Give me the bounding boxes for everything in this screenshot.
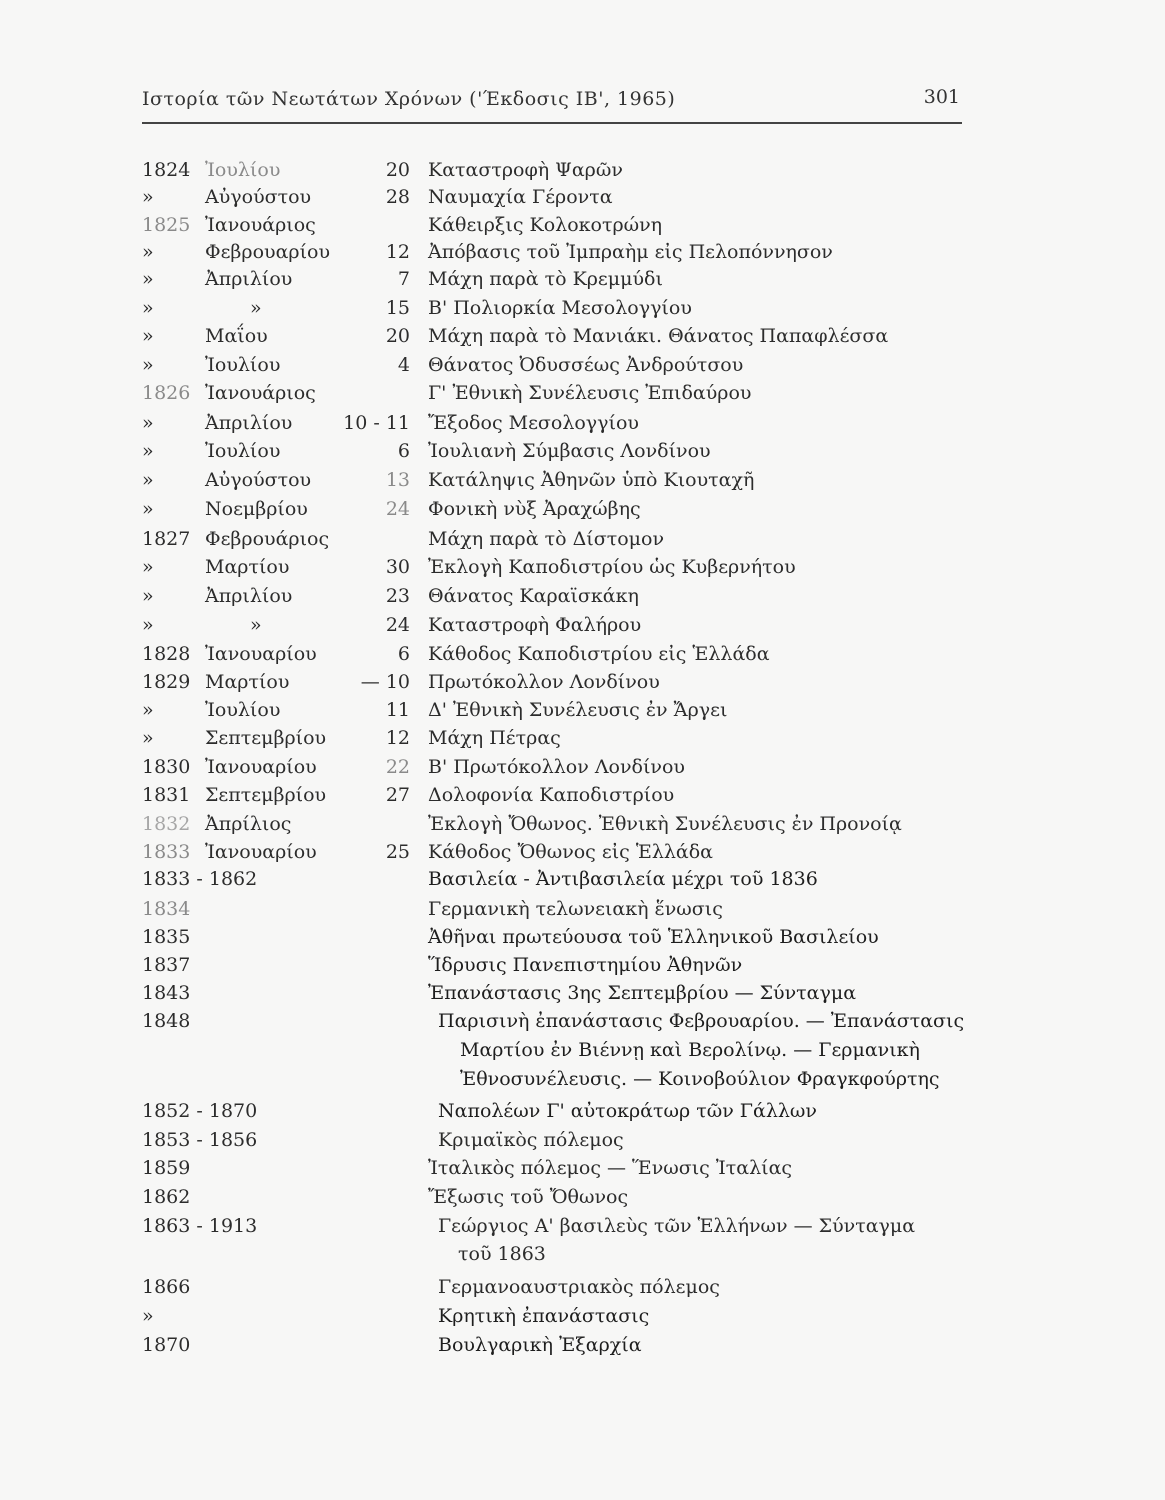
- year-cell: »: [142, 614, 154, 636]
- table-row: [0, 641, 1165, 671]
- event-cell: Ἀπόβασις τοῦ Ἰμπραὴμ εἰς Πελοπόννησον: [428, 241, 833, 263]
- event-cell: Β' Πολιορκία Μεσολογγίου: [428, 297, 692, 319]
- event-cell: Ναυμαχία Γέροντα: [428, 186, 613, 208]
- month-cell: Μαρτίου: [205, 671, 290, 693]
- table-row: [0, 896, 1165, 926]
- month-cell: Ἀπρίλιος: [205, 813, 292, 835]
- event-cell: Κάθειρξις Κολοκοτρώνη: [428, 214, 663, 236]
- day-cell: 27: [385, 784, 410, 806]
- year-cell: 1863 - 1913: [142, 1215, 258, 1237]
- table-row: [0, 612, 1165, 642]
- month-cell: Ἀπριλίου: [205, 585, 293, 607]
- table-row: [0, 924, 1165, 954]
- table-row: [0, 496, 1165, 526]
- table-row: [0, 526, 1165, 556]
- month-cell: Ἰανουάριος: [205, 214, 316, 236]
- table-row: [0, 697, 1165, 727]
- year-cell: 1832: [142, 813, 191, 835]
- table-row: [0, 1213, 1165, 1243]
- day-cell: 12: [385, 727, 410, 749]
- table-row: [0, 725, 1165, 755]
- year-cell: »: [142, 699, 154, 721]
- year-cell: »: [142, 440, 154, 462]
- month-cell: Ἀπριλίου: [205, 412, 293, 434]
- event-cell: Φονικὴ νὺξ Ἀραχώβης: [428, 498, 641, 520]
- event-cell: Καταστροφὴ Ψαρῶν: [428, 159, 623, 181]
- year-cell: »: [142, 297, 154, 319]
- year-cell: »: [142, 186, 154, 208]
- year-cell: 1833: [142, 841, 191, 863]
- table-row: [0, 583, 1165, 613]
- table-row: [0, 438, 1165, 468]
- event-cell: Βουλγαρικὴ Ἐξαρχία: [438, 1334, 642, 1356]
- month-cell: Νοεμβρίου: [205, 498, 308, 520]
- month-cell: Ἀπριλίου: [205, 268, 293, 290]
- month-cell: Φεβρουάριος: [205, 528, 330, 550]
- running-title: Ιστορία τῶν Νεωτάτων Χρόνων ('Έκδοσις ΙΒ', 1965): [142, 88, 676, 110]
- year-cell: 1859: [142, 1157, 191, 1179]
- day-cell: 30: [385, 556, 410, 578]
- year-cell: 1829: [142, 671, 191, 693]
- month-cell: »: [250, 614, 262, 636]
- event-cell: Δολοφονία Καποδιστρίου: [428, 784, 675, 806]
- event-cell: Ἐκλογὴ Ὄθωνος. Ἐθνικὴ Συνέλευσις ἐν Προνοίᾳ: [428, 813, 902, 835]
- table-row: [0, 754, 1165, 784]
- year-cell: »: [142, 325, 154, 347]
- month-cell: Μαρτίου: [205, 556, 290, 578]
- day-cell: 24: [385, 498, 410, 520]
- table-row: [0, 323, 1165, 353]
- event-cell: Ἰουλιανὴ Σύμβασις Λονδίνου: [428, 440, 711, 462]
- day-cell: 13: [385, 469, 410, 491]
- year-cell: »: [142, 498, 154, 520]
- day-cell: 28: [385, 186, 410, 208]
- month-cell: Φεβρουαρίου: [205, 241, 331, 263]
- table-row: [0, 295, 1165, 325]
- event-cell: Καταστροφὴ Φαλήρου: [428, 614, 642, 636]
- year-cell: 1837: [142, 954, 191, 976]
- table-row: [0, 1184, 1165, 1214]
- day-cell: — 10: [360, 671, 410, 693]
- event-cell: Β' Πρωτόκολλον Λονδίνου: [428, 756, 685, 778]
- year-cell: »: [142, 354, 154, 376]
- year-cell: »: [142, 412, 154, 434]
- event-cell: Μάχη παρὰ τὸ Δίστομον: [428, 528, 664, 550]
- day-cell: 25: [385, 841, 410, 863]
- month-cell: Ἰανουαρίου: [205, 841, 317, 863]
- month-cell: Ἰουλίου: [205, 159, 281, 181]
- day-cell: 12: [385, 241, 410, 263]
- event-cell: Ἐθνοσυνέλευσις. — Κοινοβούλιον Φραγκφούρτης: [460, 1068, 940, 1090]
- month-cell: Σεπτεμβρίου: [205, 784, 327, 806]
- year-cell: 1825: [142, 214, 191, 236]
- table-row: [0, 1155, 1165, 1185]
- page-number: 301: [923, 86, 960, 108]
- month-cell: Αὐγούστου: [205, 186, 312, 208]
- year-cell: »: [142, 727, 154, 749]
- event-cell: Ἵδρυσις Πανεπιστημίου Ἀθηνῶν: [428, 954, 743, 976]
- day-cell: 20: [385, 159, 410, 181]
- event-cell: Ἐπανάστασις 3ης Σεπτεμβρίου — Σύνταγμα: [428, 982, 857, 1004]
- day-cell: 4: [397, 354, 410, 376]
- day-cell: 15: [385, 297, 410, 319]
- year-cell: »: [142, 241, 154, 263]
- event-cell: Γερμανοαυστριακὸς πόλεμος: [438, 1276, 720, 1298]
- year-cell: 1824: [142, 159, 191, 181]
- month-cell: Ἰουλίου: [205, 699, 281, 721]
- table-row: [0, 980, 1165, 1010]
- month-cell: Αὐγούστου: [205, 469, 312, 491]
- year-cell: 1835: [142, 926, 191, 948]
- table-row: [0, 410, 1165, 440]
- year-cell: »: [142, 469, 154, 491]
- year-cell: 1843: [142, 982, 191, 1004]
- event-cell: Παρισινὴ ἐπανάστασις Φεβρουαρίου. — Ἐπανάστασις: [438, 1010, 965, 1032]
- table-row: [0, 380, 1165, 410]
- event-cell: Ἔξωσις τοῦ Ὄθωνος: [428, 1186, 629, 1208]
- table-row: [0, 352, 1165, 382]
- day-cell: 24: [385, 614, 410, 636]
- event-cell: Δ' Ἐθνικὴ Συνέλευσις ἐν Ἄργει: [428, 699, 728, 721]
- table-row: [0, 212, 1165, 242]
- day-cell: 22: [385, 756, 410, 778]
- table-row: [0, 1127, 1165, 1157]
- day-cell: 6: [397, 440, 410, 462]
- event-cell: Μάχη παρὰ τὸ Μανιάκι. Θάνατος Παπαφλέσσα: [428, 325, 889, 347]
- table-row: [0, 952, 1165, 982]
- day-cell: 6: [397, 643, 410, 665]
- month-cell: Σεπτεμβρίου: [205, 727, 327, 749]
- year-cell: 1830: [142, 756, 191, 778]
- table-row: [0, 1303, 1165, 1333]
- month-cell: Ἰανουαρίου: [205, 756, 317, 778]
- table-row: [0, 1066, 1165, 1096]
- table-row: [0, 239, 1165, 269]
- month-cell: »: [250, 297, 262, 319]
- event-cell: Θάνατος Καραϊσκάκη: [428, 585, 639, 607]
- event-cell: Ναπολέων Γ' αὐτοκράτωρ τῶν Γάλλων: [438, 1100, 817, 1122]
- day-cell: 10 - 11: [343, 412, 410, 434]
- table-row: [0, 1241, 1165, 1271]
- table-row: [0, 554, 1165, 584]
- event-cell: Κατάληψις Ἀθηνῶν ὑπὸ Κιουταχῆ: [428, 469, 755, 491]
- year-cell: 1870: [142, 1334, 191, 1356]
- event-cell: Ἀθῆναι πρωτεύουσα τοῦ Ἑλληνικοῦ Βασιλείου: [428, 926, 879, 948]
- event-cell: Μάχη παρὰ τὸ Κρεμμύδι: [428, 268, 663, 290]
- event-cell: Πρωτόκολλον Λονδίνου: [428, 671, 660, 693]
- year-cell: 1848: [142, 1010, 191, 1032]
- month-cell: Ἰανουάριος: [205, 382, 316, 404]
- event-cell: Κάθοδος Ὄθωνος εἰς Ἑλλάδα: [428, 841, 714, 863]
- year-cell: 1828: [142, 643, 191, 665]
- day-cell: 11: [385, 699, 410, 721]
- event-cell: Κριμαϊκὸς πόλεμος: [438, 1129, 624, 1151]
- year-cell: 1833 - 1862: [142, 868, 258, 890]
- year-cell: »: [142, 585, 154, 607]
- table-row: [0, 1008, 1165, 1038]
- event-cell: Γ' Ἐθνικὴ Συνέλευσις Ἐπιδαύρου: [428, 382, 752, 404]
- year-cell: 1853 - 1856: [142, 1129, 258, 1151]
- table-row: [0, 157, 1165, 187]
- event-cell: Κάθοδος Καποδιστρίου εἰς Ἑλλάδα: [428, 643, 770, 665]
- table-row: [0, 782, 1165, 812]
- year-cell: »: [142, 556, 154, 578]
- year-cell: 1834: [142, 898, 191, 920]
- year-cell: 1866: [142, 1276, 191, 1298]
- table-row: [0, 1037, 1165, 1067]
- year-cell: »: [142, 1305, 154, 1327]
- table-row: [0, 184, 1165, 214]
- table-row: [0, 1098, 1165, 1128]
- day-cell: 7: [397, 268, 410, 290]
- event-cell: Θάνατος Ὀδυσσέως Ἀνδρούτσου: [428, 354, 744, 376]
- table-row: [0, 1332, 1165, 1362]
- event-cell: Ἔξοδος Μεσολογγίου: [428, 412, 639, 434]
- event-cell: Βασιλεία - Ἀντιβασιλεία μέχρι τοῦ 1836: [428, 868, 818, 890]
- year-cell: 1862: [142, 1186, 191, 1208]
- month-cell: Ἰουλίου: [205, 440, 281, 462]
- month-cell: Μαΐου: [205, 325, 268, 347]
- table-row: [0, 1274, 1165, 1304]
- month-cell: Ἰανουαρίου: [205, 643, 317, 665]
- table-row: [0, 669, 1165, 699]
- table-row: [0, 839, 1165, 869]
- table-row: [0, 266, 1165, 296]
- event-cell: Ἐκλογὴ Καποδιστρίου ὡς Κυβερνήτου: [428, 556, 796, 578]
- event-cell: Γεώργιος Α' βασιλεὺς τῶν Ἑλλήνων — Σύνταγμα: [438, 1215, 916, 1237]
- table-row: [0, 467, 1165, 497]
- event-cell: Κρητικὴ ἐπανάστασις: [438, 1305, 650, 1327]
- event-cell: Μάχη Πέτρας: [428, 727, 561, 749]
- year-cell: 1826: [142, 382, 191, 404]
- year-cell: »: [142, 268, 154, 290]
- table-row: [0, 866, 1165, 896]
- day-cell: 20: [385, 325, 410, 347]
- event-cell: Μαρτίου ἐν Βιέννῃ καὶ Βερολίνῳ. — Γερμανικὴ: [460, 1039, 920, 1061]
- table-row: [0, 811, 1165, 841]
- month-cell: Ἰουλίου: [205, 354, 281, 376]
- year-cell: 1852 - 1870: [142, 1100, 258, 1122]
- year-cell: 1831: [142, 784, 191, 806]
- event-cell: Γερμανικὴ τελωνειακὴ ἕνωσις: [428, 898, 723, 920]
- year-cell: 1827: [142, 528, 191, 550]
- event-cell: Ἰταλικὸς πόλεμος — Ἕνωσις Ἰταλίας: [428, 1157, 793, 1179]
- event-cell: τοῦ 1863: [458, 1243, 546, 1265]
- day-cell: 23: [385, 585, 410, 607]
